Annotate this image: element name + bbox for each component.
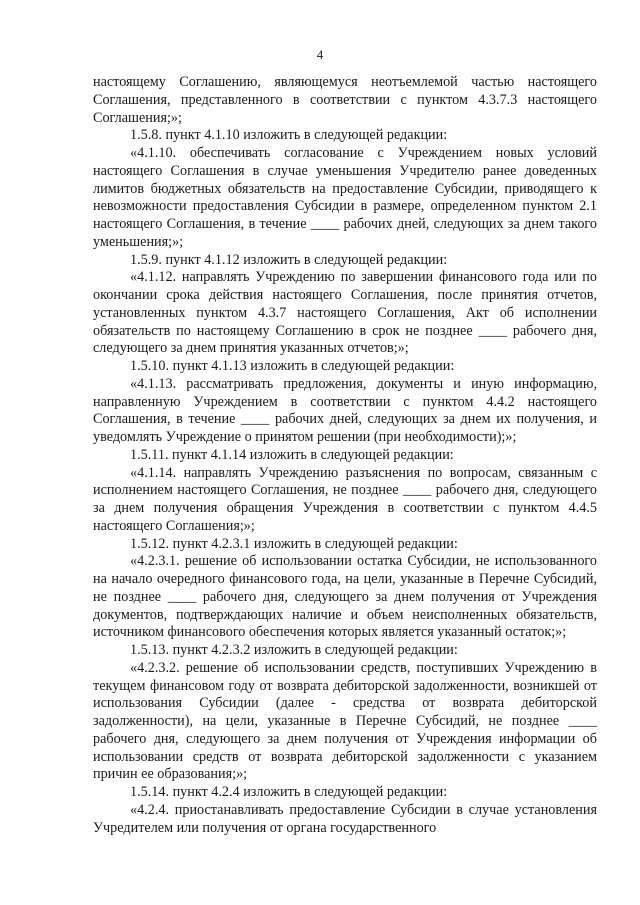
document-body [93,74,597,837]
clause-text-4-2-3-1: «4.2.3.1. решение об использовании остатка Субсидии, не использованного на начало очередного финансового года, на цели, указанные в Перечне Субсидий, не позднее ____ рабочего дня, следующего за днем получения от Учреждения документов, подтверждающих наличие и объем неисполненных обязательств, источником финансового обеспечения которых является указанный остаток;»; [93,553,597,641]
clause-heading-1-5-14: 1.5.14. пункт 4.2.4 изложить в следующей редакции: [130,784,448,800]
clause-heading-1-5-10: 1.5.10. пункт 4.1.13 изложить в следующей редакции: [130,358,455,374]
clause-text-4-1-12: «4.1.12. направлять Учреждению по завершении финансового года или по окончании срока действия настоящего Соглашения, после принятия отчетов, установленных пунктом 4.3.7 настоящего Соглашения, Акт об исполнении обязательств по настоящему Соглашению в срок не позднее ____ рабочего дня, следующего за днем принятия указанных отчетов;»; [93,269,597,357]
paragraph-continuation: настоящему Соглашению, являющемуся неотъемлемой частью настоящего Соглашения, представленного в соответствии с пунктом 4.3.7.3 настоящего Соглашения;»; [93,74,597,126]
clause-heading-1-5-11: 1.5.11. пункт 4.1.14 изложить в следующей редакции: [130,446,454,463]
clause-heading-1-5-13: 1.5.13. пункт 4.2.3.2 изложить в следующей редакции: [130,642,458,658]
clause-text-4-1-13: «4.1.13. рассматривать предложения, документы и иную информацию, направленную Учреждением в соответствии с пунктом 4.4.2 настоящего Соглашения, в течение ____ рабочих дней, следующих за днем их получения, и уведомлять Учреждение о принятом решении (при необходимости);»; [93,375,597,445]
clause-text-4-1-14: «4.1.14. направлять Учреждению разъяснения по вопросам, связанным с исполнением настоящего Соглашения, не позднее ____ рабочего дня, следующего за днем получения обращения Учреждения в соответствии с пунктом 4.4.5 настоящего Соглашения;»; [93,464,597,534]
clause-heading-1-5-12: 1.5.12. пункт 4.2.3.1 изложить в следующей редакции: [130,535,458,552]
clause-heading-1-5-8: 1.5.8. пункт 4.1.10 изложить в следующей редакции: [130,127,448,144]
clause-text-4-2-3-2: «4.2.3.2. решение об использовании средств, поступивших Учреждению в текущем финансовом году от возврата дебиторской задолженности, возникшей от использования Субсидии (далее - средства от возврата дебиторской задолженности), на цели, указанные в Перечне Субсидий, не позднее ____ рабочего дня, следующего за днем получения от Учреждения информации об использовании средств от возврата дебиторской задолженности с указанием причин ее образования;»; [93,659,597,783]
clause-text-4-2-4: «4.2.4. приостанавливать предоставление Субсидии в случае установления Учредителем или получения от органа государственного [93,801,597,836]
clause-heading-1-5-9: 1.5.9. пункт 4.1.12 изложить в следующей редакции: [130,251,448,268]
page-number: 4 [316,47,324,62]
clause-text-4-1-10: «4.1.10. обеспечивать согласование с Учреждением новых условий настоящего Соглашения в случае уменьшения Учредителю ранее доведенных лимитов бюджетных обязательств на предоставление Субсидии, приводящего к невозможности предоставления Субсидии в размере, определенном пунктом 2.1 настоящего Соглашения, в течение ____ рабочих дней, следующих за днем такого уменьшения;»; [93,145,597,250]
